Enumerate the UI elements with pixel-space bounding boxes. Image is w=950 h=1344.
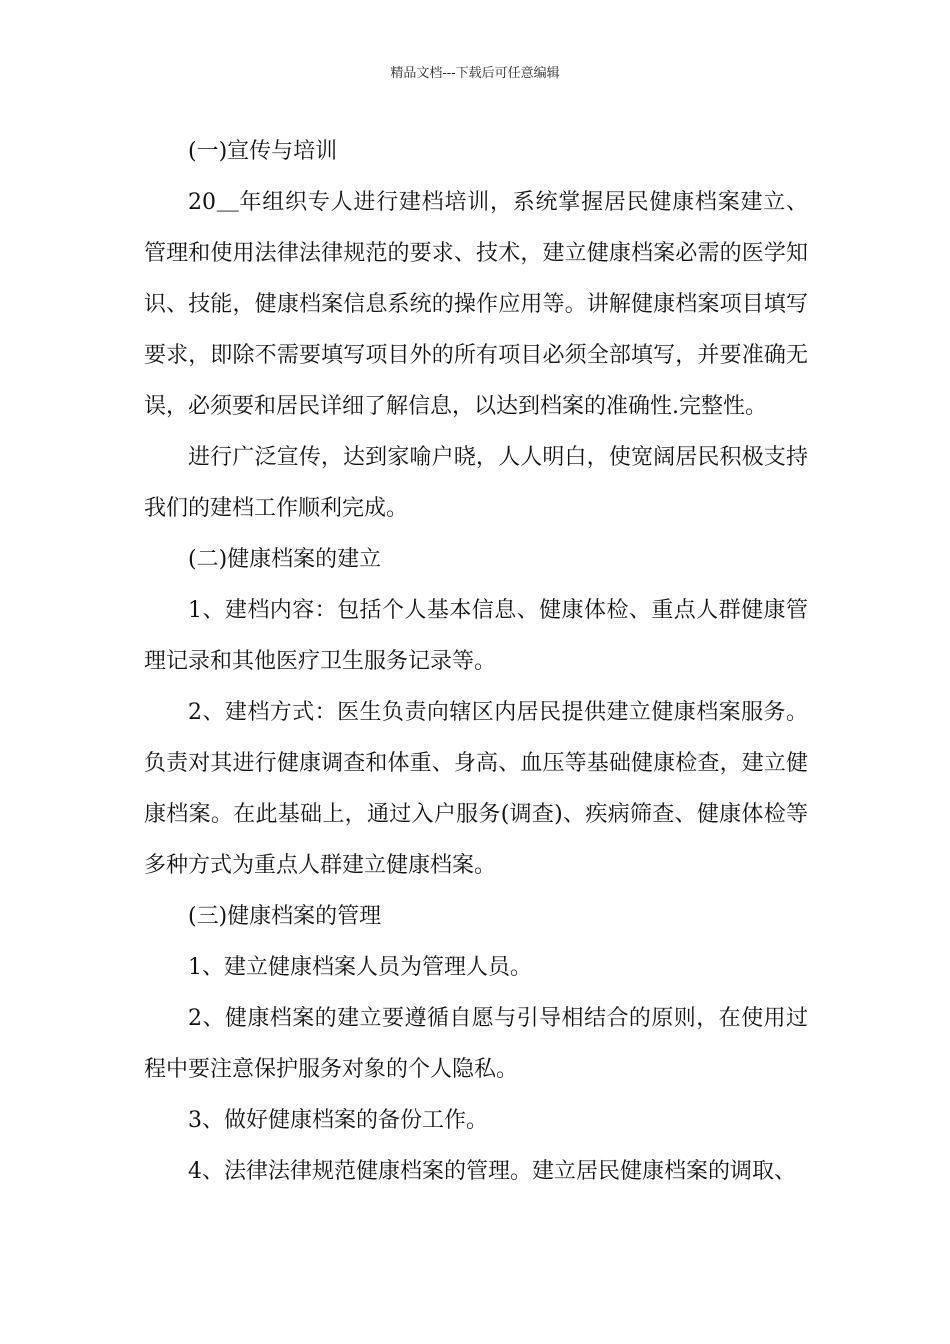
paragraph-management-2: 2、健康档案的建立要遵循自愿与引导相结合的原则，在使用过程中要注意保护服务对象的个人隐私。 bbox=[144, 1006, 808, 1082]
section-heading-publicity-training: (一)宣传与培训 bbox=[188, 139, 338, 164]
paragraph-management-1: 1、建立健康档案人员为管理人员。 bbox=[188, 955, 532, 980]
paragraph-record-method: 2、建档方式：医生负责向辖区内居民提供建立健康档案服务。负责对其进行健康调查和体重、身高、血压等基础健康检查，建立健康档案。在此基础上，通过入户服务(调查)、疾病筛查、健康体检等多种方式为重点人群建立健康档案。 bbox=[144, 700, 808, 878]
paragraph-training: 20＿年组织专人进行建档培训，系统掌握居民健康档案建立、管理和使用法律法律规范的要求、技术，建立健康档案必需的医学知识、技能，健康档案信息系统的操作应用等。讲解健康档案项目填写要求，即除不需要填写项目外的所有项目必须全部填写，并要准确无误，必须要和居民详细了解信息，以达到档案的准确性.完整性。 bbox=[144, 190, 808, 419]
paragraph-management-3: 3、做好健康档案的备份工作。 bbox=[188, 1108, 488, 1133]
paragraph-management-4: 4、法律法律规范健康档案的管理。建立居民健康档案的调取、 bbox=[188, 1159, 796, 1184]
section-heading-record-creation: (二)健康档案的建立 bbox=[188, 547, 382, 572]
document-body bbox=[144, 126, 808, 1197]
page-header: 精品文档---下载后可任意编辑 bbox=[390, 66, 560, 81]
section-heading-record-management: (三)健康档案的管理 bbox=[188, 904, 382, 929]
paragraph-publicity: 进行广泛宣传，达到家喻户晓，人人明白，使宽阔居民积极支持我们的建档工作顺利完成。 bbox=[144, 445, 808, 521]
paragraph-record-content: 1、建档内容：包括个人基本信息、健康体检、重点人群健康管理记录和其他医疗卫生服务记录等。 bbox=[144, 598, 808, 674]
